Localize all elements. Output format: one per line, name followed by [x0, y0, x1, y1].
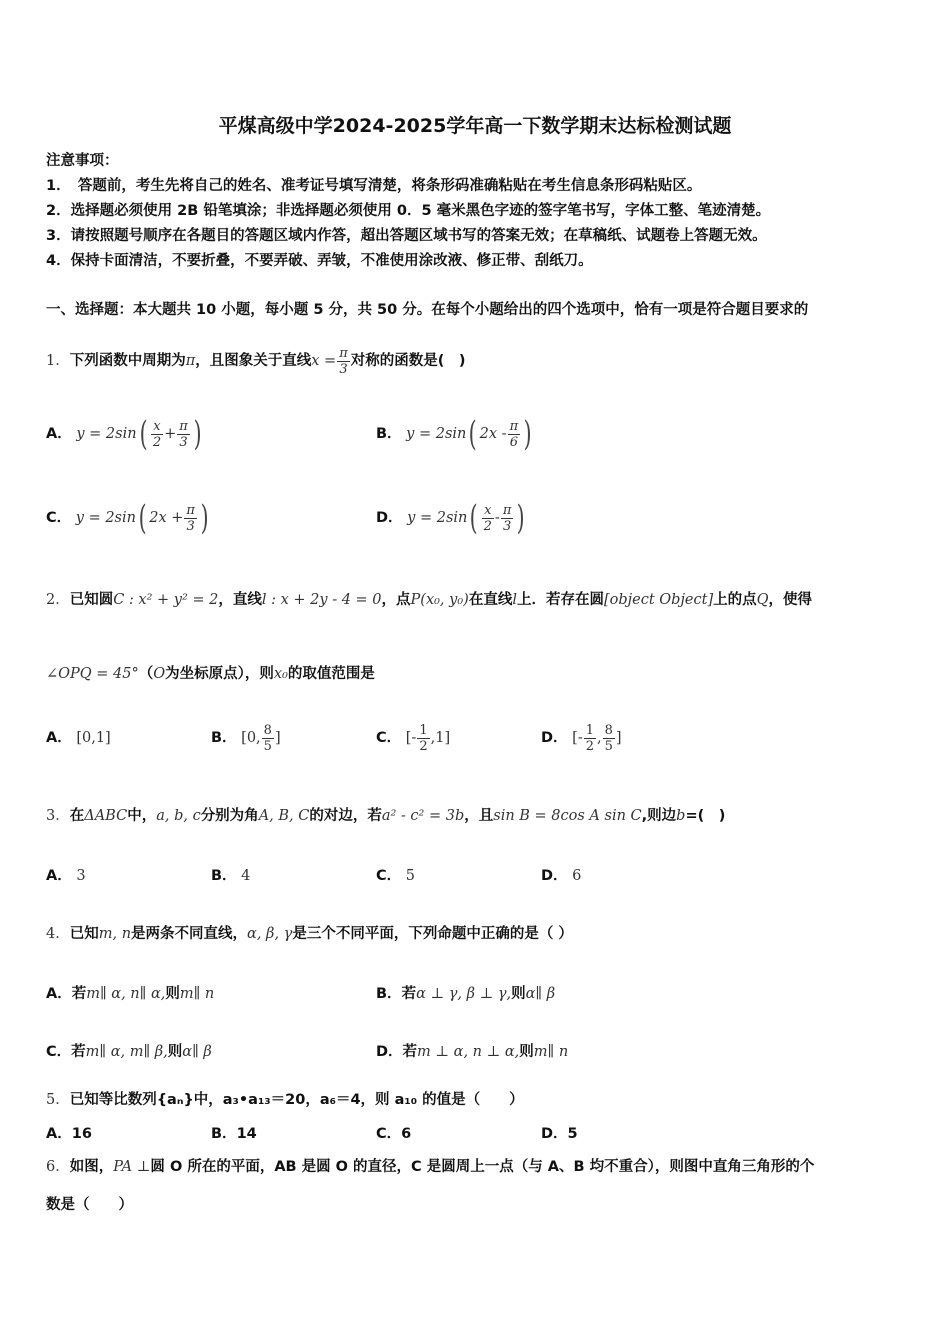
q3-option-c[interactable]: C． 5	[376, 868, 415, 884]
q4-option-a[interactable]: A．若m∥ α, n∥ α,则m∥ n	[46, 986, 215, 1002]
q1-number: 1．	[46, 353, 70, 369]
q3-option-d[interactable]: D． 6	[541, 868, 582, 884]
q3-option-b[interactable]: B． 4	[211, 868, 251, 884]
question-2-stem-cont: ∠OPQ = 45°（O为坐标原点），则x₀的取值范围是	[46, 666, 375, 682]
q2-option-a[interactable]: A． [0,1]	[46, 730, 111, 746]
q4-option-d[interactable]: D．若m ⊥ α, n ⊥ α,则m∥ n	[376, 1044, 569, 1060]
q1-option-c[interactable]: C． y = 2sin( 2x + $\frac{\pi}{3}$ )	[46, 498, 209, 538]
q2-option-b[interactable]: B． [0, $\frac{8}{5}$ ]	[211, 722, 281, 754]
q2-option-d[interactable]: D． [- $\frac{1}{2}$ , $\frac{8}{5}$ ]	[541, 722, 622, 754]
q1-frac: $\frac{\pi}{3}$	[339, 345, 348, 377]
notice-item-3: 3．请按照题号顺序在各题目的答题区域内作答，超出答题区域书写的答案无效；在草稿纸、试题卷上答题无效。	[46, 228, 767, 244]
q1-option-a[interactable]: A． y = 2sin( $\frac{x}{2}$ + $\frac{\pi}{3}$ )	[46, 414, 202, 454]
notice-item-2: 2．选择题必须使用 2B 铅笔填涂；非选择题必须使用 0．5 毫米黑色字迹的签字笔书写，字体工整、笔迹清楚。	[46, 203, 771, 219]
notice-item-1: 1． 答题前，考生先将自己的姓名、准考证号填写清楚，将条形码准确粘贴在考生信息条形码粘贴区。	[46, 178, 702, 194]
q5-option-a[interactable]: A．16	[46, 1126, 92, 1142]
q1-option-d[interactable]: D． y = 2sin( $\frac{x}{2}$ - $\frac{\pi}{3}$ )	[376, 498, 525, 538]
q4-option-b[interactable]: B．若α ⊥ γ, β ⊥ γ,则α∥ β	[376, 986, 556, 1002]
q5-option-b[interactable]: B．14	[211, 1126, 257, 1142]
q2-option-c[interactable]: C． [- $\frac{1}{2}$ ,1]	[376, 722, 451, 754]
question-3-stem: 3．在ΔABC中，a, b, c分别为角A, B, C的对边，若a² - c² = 3b，且sin B = 8cos A sin C,则边b=( )	[46, 808, 726, 824]
q3-option-a[interactable]: A． 3	[46, 868, 86, 884]
question-1-stem: 1．下列函数中周期为π，且图象关于直线x = $\frac{\pi}{3}$ 对称的函数是( )	[46, 345, 466, 377]
q4-option-c[interactable]: C．若m∥ α, m∥ β,则α∥ β	[46, 1044, 212, 1060]
page-title: 平煤高级中学2024-2025学年高一下数学期末达标检测试题	[218, 115, 732, 137]
q5-option-d[interactable]: D．5	[541, 1126, 578, 1142]
question-5-stem: 5．已知等比数列{aₙ}中，a₃•a₁₃＝20，a₆＝4，则 a₁₀ 的值是（ ）	[46, 1092, 524, 1108]
q1-option-b[interactable]: B． y = 2sin( 2x - $\frac{\pi}{6}$ )	[376, 414, 532, 454]
question-2-stem: 2．已知圆C : x² + y² = 2，直线l : x + 2y - 4 = 0，点P(x₀, y₀)在直线l上．若存在圆[object Object]上的点Q，使得	[46, 592, 813, 608]
q5-option-c[interactable]: C．6	[376, 1126, 412, 1142]
question-6-stem: 6．如图，PA ⊥圆 O 所在的平面，AB 是圆 O 的直径，C 是圆周上一点（与 A、B 均不重合），则图中直角三角形的个	[46, 1159, 815, 1175]
notice-item-4: 4．保持卡面清洁，不要折叠，不要弄破、弄皱，不准使用涂改液、修正带、刮纸刀。	[46, 253, 593, 269]
notice-heading: 注意事项：	[46, 153, 119, 169]
question-6-stem-cont: 数是（ ）	[46, 1197, 133, 1213]
question-4-stem: 4．已知m, n是两条不同直线，α, β, γ是三个不同平面，下列命题中正确的是（ ）	[46, 926, 573, 942]
section-heading: 一、选择题：本大题共 10 小题，每小题 5 分，共 50 分。在每个小题给出的四个选项中，恰有一项是符合题目要求的	[46, 302, 809, 318]
